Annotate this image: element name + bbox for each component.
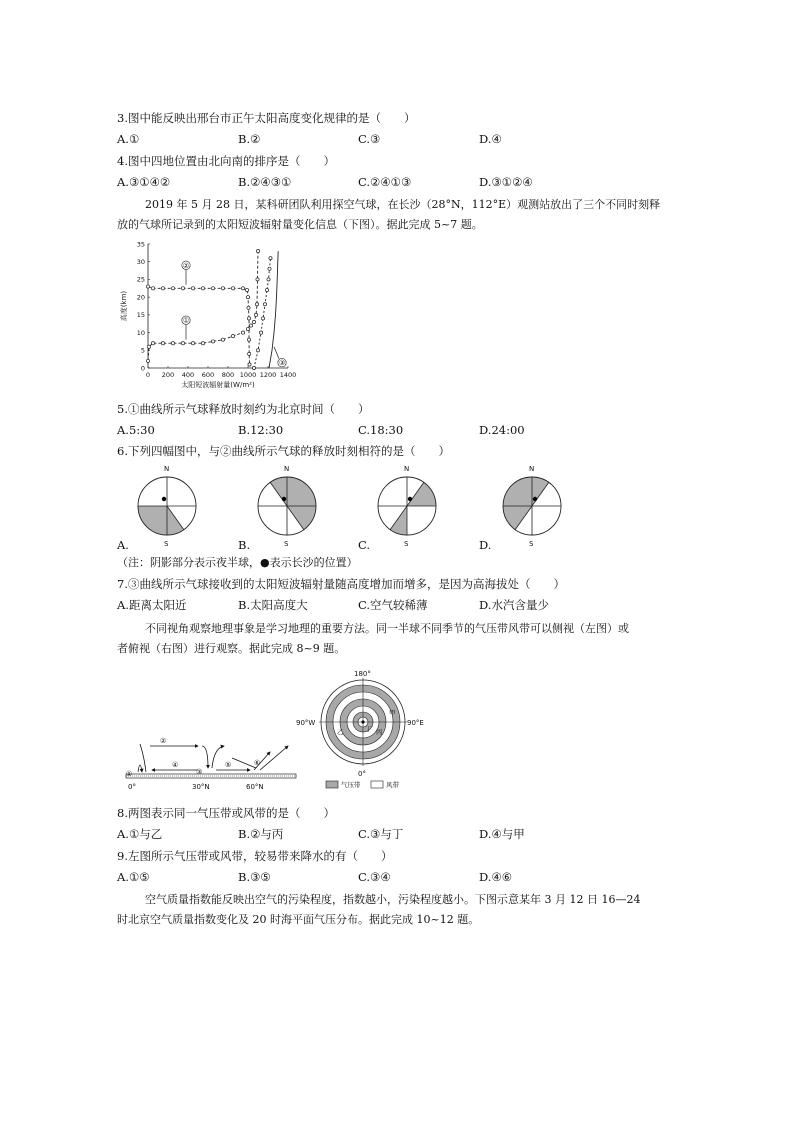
lat-60n: 60°N <box>246 783 264 791</box>
q8-option-a[interactable]: A.①与乙 <box>117 827 163 841</box>
data-point <box>256 278 259 281</box>
q5-option-b[interactable]: B.12:30 <box>238 423 284 437</box>
data-point <box>161 342 164 345</box>
data-point <box>151 342 154 345</box>
q4-option-d[interactable]: D.③①②④ <box>479 175 533 189</box>
q3-option-a[interactable]: A.① <box>117 132 140 146</box>
q7-option-b[interactable]: B.太阳高度大 <box>238 598 308 612</box>
q9-option-c[interactable]: C.③④ <box>358 870 391 884</box>
q5-option-c[interactable]: C.18:30 <box>358 423 404 437</box>
q8-option-c[interactable]: C.③与丁 <box>358 827 404 841</box>
y-axis-label: 高度(km) <box>120 290 128 322</box>
x-tick-label: 1200 <box>259 371 277 379</box>
pressure-wind-polar-view <box>296 666 426 794</box>
data-point <box>241 331 244 334</box>
x-tick-label: 800 <box>221 371 235 379</box>
question-4-stem: 4.图中四地位置由北向南的排序是（ ） <box>117 154 335 168</box>
data-point <box>245 288 248 291</box>
q9-option-d[interactable]: D.④⑥ <box>479 870 513 884</box>
polar-label-bing: 丙 <box>376 728 383 736</box>
y-tick-label: 25 <box>136 275 145 284</box>
q6-label-d[interactable]: D. <box>479 538 492 552</box>
y-tick-label: 5 <box>140 346 145 355</box>
changsha-dot <box>533 497 537 501</box>
q6-label-c[interactable]: C. <box>358 538 371 552</box>
data-point <box>248 363 251 366</box>
data-point <box>191 342 194 345</box>
data-point <box>252 366 255 369</box>
passage-3-line-1: 空气质量指数能反映出空气的污染程度，指数越小，污染程度越小。下图示意某年 3 月 12 日 16—24 <box>145 893 641 906</box>
data-point <box>261 317 264 320</box>
data-point <box>171 342 174 345</box>
q3-option-b[interactable]: B.② <box>238 132 261 146</box>
radiation-chart <box>112 238 312 398</box>
q4-option-c[interactable]: C.②④①③ <box>358 175 412 189</box>
passage-3-line-2: 时北京空气质量指数变化及 20 时海平面气压分布。据此完成 10~12 题。 <box>117 913 480 926</box>
q6-globe-c[interactable] <box>372 462 442 548</box>
question-7-stem: 7.③曲线所示气球接收到的太阳短波辐射量随高度增加而增多，是因为高海拔处（ ） <box>117 577 565 591</box>
data-point <box>211 287 214 290</box>
polar-label-yi: 乙 <box>337 728 344 736</box>
changsha-dot <box>408 497 412 501</box>
data-point <box>247 306 250 309</box>
series-line-2 <box>148 287 250 365</box>
x-tick-label: 1400 <box>279 371 297 379</box>
data-point <box>267 278 270 281</box>
y-tick-label: 15 <box>136 311 145 320</box>
data-point <box>147 345 150 348</box>
data-point <box>146 359 149 362</box>
question-6-stem: 6.下列四幅图中，与②曲线所示气球的释放时刻相符的是（ ） <box>117 444 450 458</box>
data-point <box>191 287 194 290</box>
side-label-6: ⑥ <box>254 759 261 767</box>
x-tick-label: 1000 <box>239 371 257 379</box>
x-tick-label: 0 <box>145 371 151 379</box>
q9-option-a[interactable]: A.①⑤ <box>117 870 150 884</box>
data-point <box>268 267 271 270</box>
passage-2-line-1: 不同视角观察地理事象是学习地理的重要方法。同一半球不同季节的气压带风带可以侧视（左图）或 <box>145 622 629 635</box>
data-point <box>269 257 272 260</box>
x-tick-label: 600 <box>201 371 215 379</box>
q7-option-d[interactable]: D.水汽含量少 <box>479 598 549 612</box>
q6-label-b[interactable]: B. <box>238 538 251 552</box>
y-tick-label: 0 <box>140 364 145 373</box>
data-point <box>221 287 224 290</box>
data-point <box>256 349 259 352</box>
polar-label-jia: 甲 <box>389 709 396 717</box>
data-point <box>161 287 164 290</box>
data-point <box>146 285 149 288</box>
question-9-stem: 9.左图所示气压带或风带，较易带来降水的有（ ） <box>117 849 393 863</box>
data-point <box>151 287 154 290</box>
q7-option-c[interactable]: C.空气较稀薄 <box>358 598 428 612</box>
polar-bottom: 0° <box>358 770 366 778</box>
q5-option-d[interactable]: D.24:00 <box>479 423 525 437</box>
data-point <box>252 320 255 323</box>
curve-2-label: ② <box>182 261 190 270</box>
y-tick-label: 10 <box>136 328 145 337</box>
south-label: S <box>529 540 534 548</box>
polar-left: 90°W <box>296 719 316 727</box>
lat-30n: 30°N <box>192 783 210 791</box>
question-3-stem: 3.图中能反映出邢台市正午太阳高度变化规律的是（ ） <box>117 111 416 125</box>
y-tick-label: 35 <box>136 240 145 249</box>
data-point <box>171 287 174 290</box>
data-point <box>201 287 204 290</box>
data-point <box>221 338 224 341</box>
data-point <box>241 287 244 290</box>
q6-globe-a[interactable] <box>132 462 202 548</box>
data-point <box>265 288 268 291</box>
passage-1-line-2: 放的气球所记录到的太阳短波辐射量变化信息（下图）。据此完成 5~7 题。 <box>117 218 483 231</box>
side-label-4: ④ <box>172 761 179 769</box>
question-8-stem: 8.两图表示同一气压带或风带的是（ ） <box>117 806 335 820</box>
side-label-3: ③ <box>196 768 203 776</box>
q8-option-b[interactable]: B.②与丙 <box>238 827 284 841</box>
q5-option-a[interactable]: A.5:30 <box>117 423 155 437</box>
polar-right: 90°E <box>407 719 424 727</box>
data-point <box>181 342 184 345</box>
q6-label-a[interactable]: A. <box>117 538 129 552</box>
north-label: N <box>529 465 535 473</box>
legend-wind: 风带 <box>386 781 399 789</box>
side-label-2: ② <box>160 737 167 745</box>
data-point <box>249 324 252 327</box>
lat-0: 0° <box>128 783 136 791</box>
north-label: N <box>404 465 410 473</box>
data-point <box>181 287 184 290</box>
data-point <box>246 296 249 299</box>
curve-3-arrow <box>274 347 279 359</box>
side-label-5: ⑤ <box>225 761 232 769</box>
data-point <box>201 342 204 345</box>
north-label: N <box>164 465 170 473</box>
q4-option-b[interactable]: B.②④③① <box>238 175 292 189</box>
q6-note: （注：阴影部分表示夜半球，●表示长沙的位置） <box>117 556 358 569</box>
south-label: S <box>284 540 289 548</box>
data-point <box>259 331 262 334</box>
q4-option-a[interactable]: A.③①④② <box>117 175 171 189</box>
q3-option-c[interactable]: C.③ <box>358 132 381 146</box>
data-point <box>256 249 259 252</box>
question-5-stem: 5.①曲线所示气球释放时刻约为北京时间（ ） <box>117 402 370 416</box>
x-axis-label: 太阳短波辐射量(W/m²) <box>181 381 255 389</box>
q7-option-a[interactable]: A.距离太阳近 <box>117 598 187 612</box>
q6-globe-d[interactable] <box>497 462 567 548</box>
south-label: S <box>164 540 169 548</box>
changsha-dot <box>162 497 166 501</box>
passage-1-line-1: 2019 年 5 月 28 日，某科研团队利用探空气球，在长沙（28°N，112°E）观测站放出了三个不同时刻释 <box>145 198 661 211</box>
curve-1-label: ① <box>182 316 190 325</box>
data-point <box>231 335 234 338</box>
passage-2-line-2: 者俯视（右图）进行观察。据此完成 8~9 题。 <box>117 642 346 655</box>
data-point <box>248 352 251 355</box>
polar-label-ding: 丁 <box>365 725 372 733</box>
curve-3-label: ③ <box>278 359 286 368</box>
x-tick-label: 200 <box>161 371 175 379</box>
y-tick-label: 30 <box>136 258 145 267</box>
data-point <box>263 303 266 306</box>
polar-top: 180° <box>354 670 371 678</box>
legend-pressure: 气压带 <box>341 781 361 789</box>
q8-option-d[interactable]: D.④与甲 <box>479 827 525 841</box>
changsha-dot <box>282 497 286 501</box>
data-point <box>254 313 257 316</box>
data-point <box>247 317 250 320</box>
q9-option-b[interactable]: B.③⑤ <box>238 870 271 884</box>
x-tick-label: 400 <box>181 371 195 379</box>
side-label-1: ① <box>126 770 133 778</box>
south-label: S <box>404 540 409 548</box>
data-point <box>247 338 250 341</box>
data-point <box>231 287 234 290</box>
data-point <box>211 340 214 343</box>
q6-globe-b[interactable] <box>252 462 322 548</box>
q3-option-d[interactable]: D.④ <box>479 132 502 146</box>
pressure-wind-side-view <box>120 728 305 796</box>
north-label: N <box>284 465 290 473</box>
y-tick-label: 20 <box>136 293 145 302</box>
data-point <box>255 303 258 306</box>
